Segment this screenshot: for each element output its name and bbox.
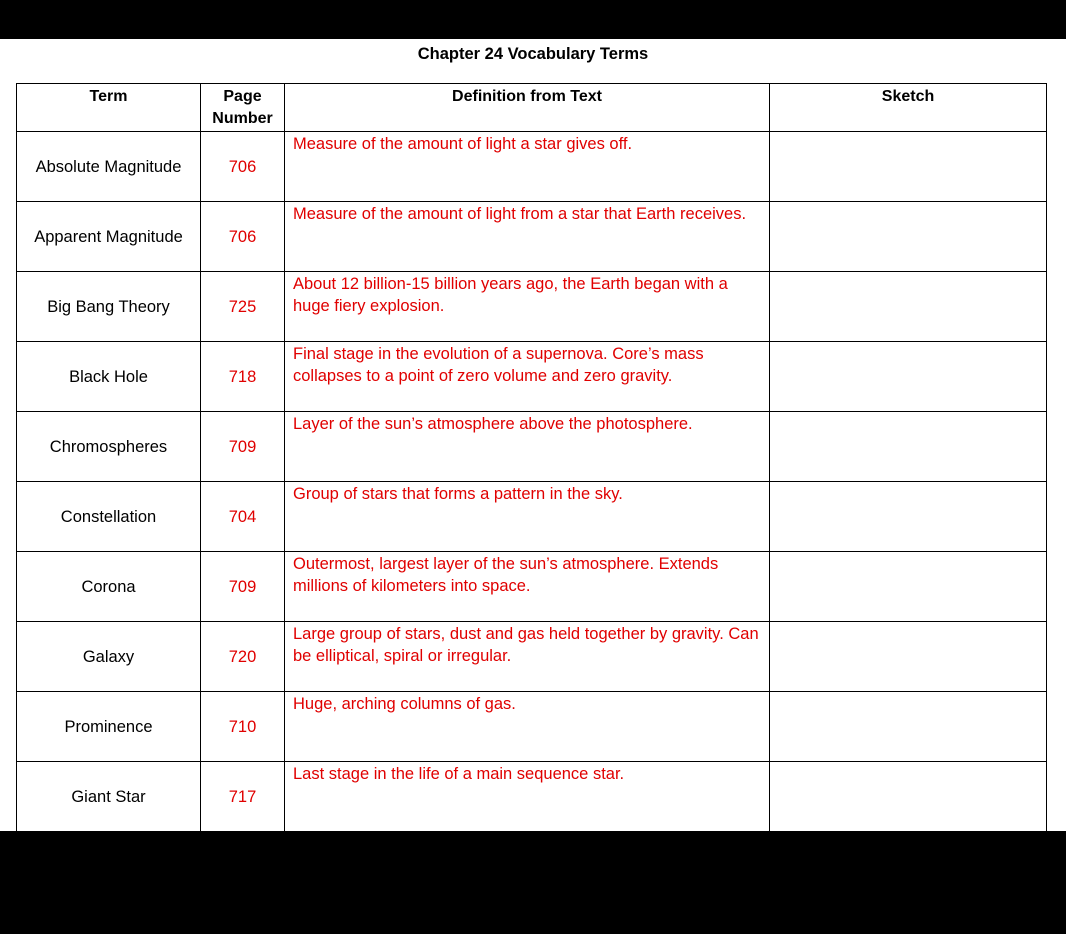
table-body: [17, 132, 1047, 832]
sketch-cell: [770, 342, 1047, 412]
definition-cell: Measure of the amount of light a star gives off.: [285, 132, 770, 202]
table-row: [17, 762, 1047, 832]
table-row: [17, 132, 1047, 202]
table-row: [17, 412, 1047, 482]
vocabulary-table: [16, 83, 1047, 832]
header-page-number: [201, 84, 285, 132]
sketch-cell: [770, 202, 1047, 272]
definition-cell: Measure of the amount of light from a star that Earth receives.: [285, 202, 770, 272]
term-cell: Apparent Magnitude: [17, 202, 201, 272]
page-number-cell: 720: [201, 622, 285, 692]
term-cell: Big Bang Theory: [17, 272, 201, 342]
sketch-cell: [770, 692, 1047, 762]
term-cell: Black Hole: [17, 342, 201, 412]
definition-cell: Last stage in the life of a main sequence star.: [285, 762, 770, 832]
term-cell: Prominence: [17, 692, 201, 762]
table-row: [17, 482, 1047, 552]
table-row: [17, 272, 1047, 342]
sketch-cell: [770, 482, 1047, 552]
header-sketch: Sketch: [770, 84, 1047, 132]
sketch-cell: [770, 552, 1047, 622]
term-cell: Galaxy: [17, 622, 201, 692]
sketch-cell: [770, 132, 1047, 202]
sketch-cell: [770, 412, 1047, 482]
page-number-cell: 704: [201, 482, 285, 552]
term-cell: Giant Star: [17, 762, 201, 832]
header-page-line1: Page: [223, 88, 262, 105]
header-row: [17, 84, 1047, 132]
sketch-cell: [770, 272, 1047, 342]
page-number-cell: 709: [201, 552, 285, 622]
sketch-cell: [770, 762, 1047, 832]
definition-cell: Huge, arching columns of gas.: [285, 692, 770, 762]
definition-cell: About 12 billion-15 billion years ago, the Earth began with a huge fiery explosion.: [285, 272, 770, 342]
table-row: [17, 342, 1047, 412]
table-row: [17, 202, 1047, 272]
page-number-cell: 706: [201, 132, 285, 202]
definition-cell: Outermost, largest layer of the sun’s atmosphere. Extends millions of kilometers into space.: [285, 552, 770, 622]
page-number-cell: 706: [201, 202, 285, 272]
table-row: [17, 692, 1047, 762]
table-row: [17, 552, 1047, 622]
term-cell: Constellation: [17, 482, 201, 552]
definition-cell: Final stage in the evolution of a supernova. Core’s mass collapses to a point of zero volume and zero gravity.: [285, 342, 770, 412]
term-cell: Corona: [17, 552, 201, 622]
page-number-cell: 718: [201, 342, 285, 412]
page-number-cell: 717: [201, 762, 285, 832]
header-term: Term: [17, 84, 201, 132]
table-row: [17, 622, 1047, 692]
page-number-cell: 725: [201, 272, 285, 342]
term-cell: Chromospheres: [17, 412, 201, 482]
sketch-cell: [770, 622, 1047, 692]
worksheet-page: [0, 39, 1066, 831]
page-number-cell: 709: [201, 412, 285, 482]
header-page-line2: Number: [212, 110, 273, 127]
definition-cell: Group of stars that forms a pattern in the sky.: [285, 482, 770, 552]
header-definition: Definition from Text: [285, 84, 770, 132]
term-cell: Absolute Magnitude: [17, 132, 201, 202]
definition-cell: Large group of stars, dust and gas held together by gravity. Can be elliptical, spiral or irregular.: [285, 622, 770, 692]
page-number-cell: 710: [201, 692, 285, 762]
page-title: Chapter 24 Vocabulary Terms: [417, 45, 649, 63]
definition-cell: Layer of the sun’s atmosphere above the photosphere.: [285, 412, 770, 482]
